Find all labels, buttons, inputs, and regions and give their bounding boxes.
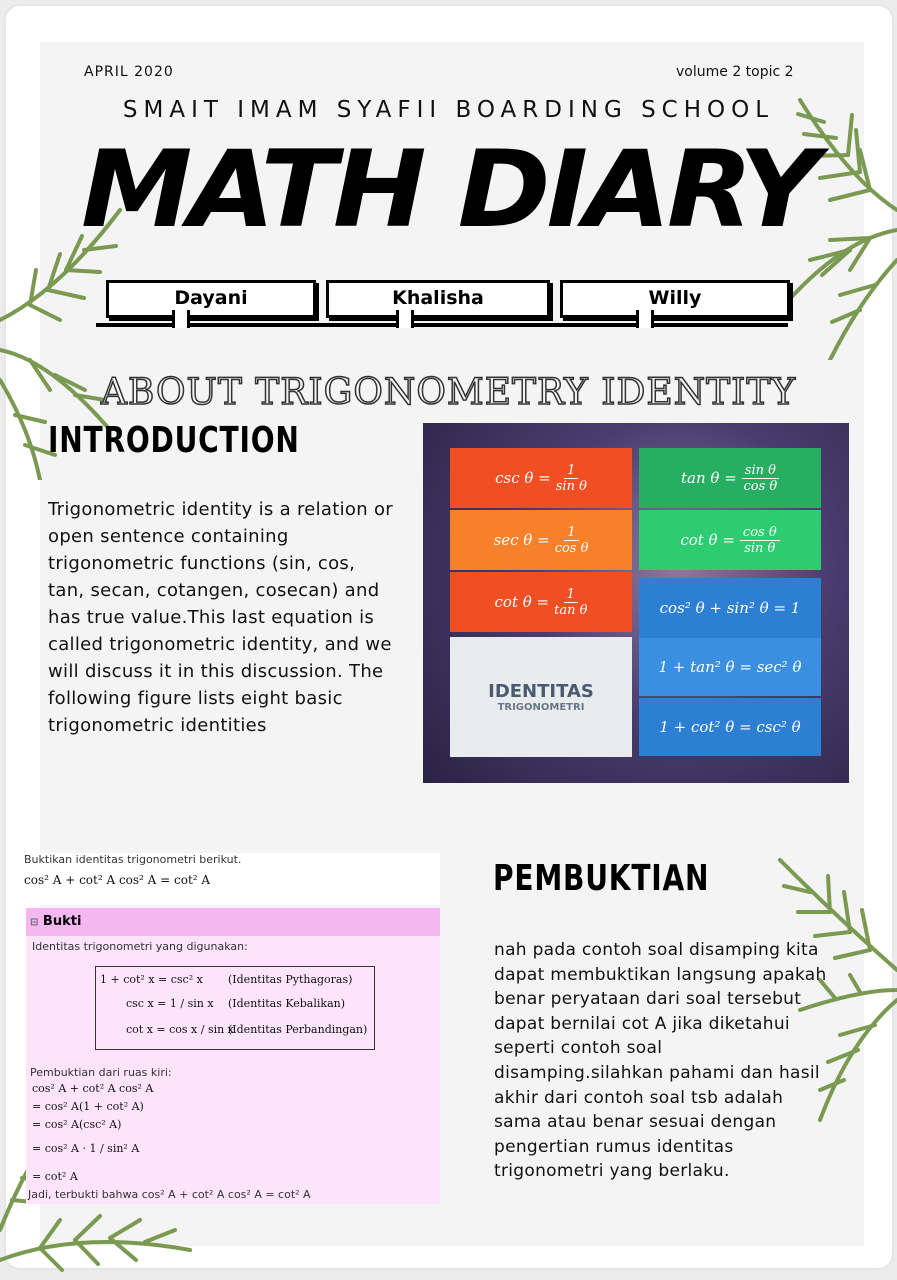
fraction-numerator: 1: [564, 463, 578, 479]
fraction-numerator: 1: [564, 587, 578, 603]
proof-question-panel: [24, 853, 440, 905]
proof-step: = cos² A · 1 / sin² A: [32, 1142, 140, 1155]
identity-eq: cot x = cos x / sin x: [126, 1023, 234, 1036]
fraction-denominator: cos θ: [743, 478, 778, 494]
identity-tile: [639, 698, 821, 756]
identity-fraction: [556, 463, 587, 494]
identity-tile: [639, 578, 821, 638]
fraction-denominator: sin θ: [744, 540, 776, 556]
trigonometri-label: TRIGONOMETRI: [497, 702, 585, 713]
author-divider-line: [96, 323, 788, 327]
identity-fraction: [740, 525, 780, 556]
speech-tail-decoration: [636, 310, 654, 328]
bukti-label: Bukti: [42, 914, 82, 929]
fraction-numerator: 1: [564, 525, 578, 541]
identity-tile: [450, 572, 632, 632]
identity-lhs: csc θ =: [495, 469, 551, 487]
speech-tail-decoration: [172, 310, 190, 328]
identitas-label: IDENTITAS: [488, 681, 594, 702]
collapse-icon: ⊟: [30, 917, 39, 928]
identity-fraction: [555, 525, 589, 556]
identity-fraction: [554, 587, 587, 618]
fraction-denominator: sin θ: [555, 478, 587, 494]
fraction-numerator: sin θ: [742, 463, 779, 479]
proof-step: = cot² A: [32, 1170, 78, 1183]
identity-lhs: cot θ =: [494, 593, 550, 611]
introduction-body: Trigonometric identity is a relation or open sentence containing trigonometric functions (sin, cos, tan, secan, cotangen, cosecan) and has true value.This last equation is called trigonometric identity, and we will discuss it in this discussion. The following figure lists eight basic trigonometric identities: [48, 499, 393, 736]
identity-tile: [639, 510, 821, 570]
identities-box: [95, 966, 375, 1050]
author-tag-willy: Willy: [560, 280, 790, 318]
author-tag-dayani: Dayani: [106, 280, 316, 318]
identity-tile: [450, 448, 632, 508]
proof-step: = cos² A(csc² A): [32, 1118, 122, 1131]
fraction-numerator: cos θ: [740, 525, 780, 541]
introduction-heading: INTRODUCTION: [48, 420, 300, 461]
proof-statement: cos² A + cot² A cos² A = cot² A: [24, 873, 211, 887]
topic-heading: ABOUT TRIGONOMETRY IDENTITY: [100, 372, 797, 413]
identity-tile: [639, 638, 821, 696]
school-name: SMAIT IMAM SYAFII BOARDING SCHOOL: [122, 97, 775, 123]
identity-lhs: cot θ =: [680, 531, 735, 549]
proof-step: cos² A + cot² A cos² A: [32, 1082, 154, 1095]
proof-from-left-label: Pembuktian dari ruas kiri:: [30, 1066, 172, 1079]
identity-note: (Identitas Kebalikan): [228, 997, 345, 1010]
identity-formula: cos² θ + sin² θ = 1: [659, 599, 801, 617]
identity-note: (Identitas Pythagoras): [228, 973, 353, 986]
newsletter-title: MATH DIARY: [81, 128, 816, 252]
identity-formula: 1 + cot² θ = csc² θ: [659, 718, 801, 736]
proof-conclusion: Jadi, terbukti bahwa cos² A + cot² A cos² A = cot² A: [28, 1188, 311, 1201]
identity-note: (Identitas Perbandingan): [228, 1023, 368, 1036]
identity-lhs: tan θ =: [681, 469, 737, 487]
fraction-denominator: cos θ: [554, 540, 589, 556]
speech-tail-decoration: [396, 310, 414, 328]
proof-step: = cos² A(1 + cot² A): [32, 1100, 144, 1113]
pembuktian-body: nah pada contoh soal disamping kita dapat membuktikan langsung apakah benar peryataan dari soal tersebut dapat bernilai cot A jika diketahui seperti contoh soal disamping.silahkan pahami dan hasil akhir dari contoh soal tsb adalah sama atau benar sesuai dengan pengertian rumus identitas trigonometri yang berlaku.: [494, 940, 827, 1182]
identities-used-label: Identitas trigonometri yang digunakan:: [32, 940, 248, 953]
identitas-label-tile: [450, 637, 632, 757]
identity-lhs: sec θ =: [493, 531, 550, 549]
bukti-header: [26, 908, 440, 936]
identity-formula: 1 + tan² θ = sec² θ: [658, 658, 802, 676]
identity-tile: [450, 510, 632, 570]
identity-tile: [639, 448, 821, 508]
identity-eq: 1 + cot² x = csc² x: [100, 973, 203, 986]
identity-fraction: [742, 463, 779, 494]
issue-date: APRIL 2020: [84, 64, 174, 80]
author-tag-khalisha: Khalisha: [326, 280, 550, 318]
pembuktian-heading: PEMBUKTIAN: [493, 858, 710, 899]
identity-eq: csc x = 1 / sin x: [126, 997, 214, 1010]
proof-prompt: Buktikan identitas trigonometri berikut.: [24, 853, 242, 866]
fraction-denominator: tan θ: [554, 602, 588, 618]
volume-topic: volume 2 topic 2: [676, 64, 794, 80]
